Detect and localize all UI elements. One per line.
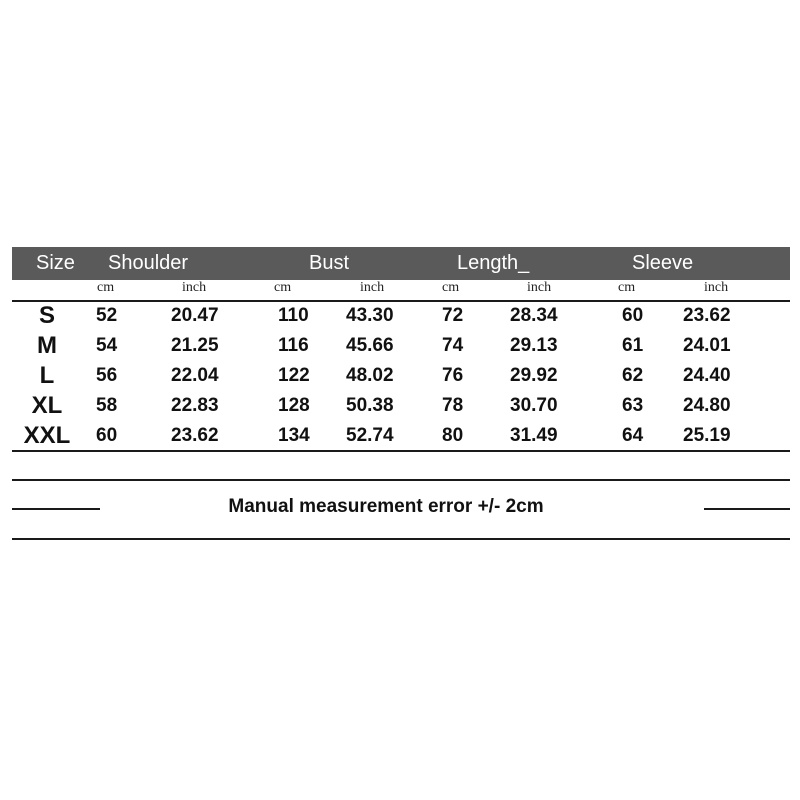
size-label: S bbox=[38, 302, 55, 329]
shoulder-cm: 54 bbox=[96, 335, 118, 356]
unit-bust-cm: cm bbox=[274, 280, 292, 295]
length-inch: 28.34 bbox=[510, 305, 558, 326]
sleeve-inch: 24.40 bbox=[683, 365, 731, 386]
divider-note-bottom bbox=[12, 538, 790, 540]
sleeve-cm: 60 bbox=[622, 305, 644, 326]
divider-note-top bbox=[12, 479, 790, 481]
divider-bottom bbox=[12, 450, 790, 452]
length-inch: 31.49 bbox=[510, 425, 558, 446]
shoulder-inch: 22.04 bbox=[171, 365, 219, 386]
length-cm: 74 bbox=[442, 335, 464, 356]
sleeve-cm: 64 bbox=[622, 425, 644, 446]
length-inch: 29.13 bbox=[510, 335, 558, 356]
shoulder-cm: 58 bbox=[96, 395, 118, 416]
size-label: L bbox=[39, 362, 55, 389]
table-row bbox=[0, 421, 800, 451]
header-bust: Bust bbox=[309, 252, 350, 274]
unit-length-inch: inch bbox=[527, 280, 552, 295]
unit-sleeve-cm: cm bbox=[618, 280, 636, 295]
shoulder-cm: 52 bbox=[96, 305, 118, 326]
sleeve-inch: 23.62 bbox=[683, 305, 731, 326]
shoulder-inch: 20.47 bbox=[171, 305, 219, 326]
header-length: Length_ bbox=[457, 252, 530, 274]
unit-length-cm: cm bbox=[442, 280, 460, 295]
unit-shoulder-inch: inch bbox=[182, 280, 207, 295]
bust-cm: 116 bbox=[278, 335, 309, 356]
size-label: XXL bbox=[23, 422, 71, 449]
bust-inch: 48.02 bbox=[346, 365, 394, 386]
table-row bbox=[0, 391, 800, 421]
header-shoulder: Shoulder bbox=[108, 252, 189, 274]
length-inch: 29.92 bbox=[510, 365, 558, 386]
sleeve-inch: 24.01 bbox=[683, 335, 731, 356]
shoulder-cm: 56 bbox=[96, 365, 118, 386]
length-cm: 78 bbox=[442, 395, 464, 416]
sleeve-inch: 24.80 bbox=[683, 395, 731, 416]
shoulder-inch: 21.25 bbox=[171, 335, 219, 356]
unit-shoulder-cm: cm bbox=[97, 280, 115, 295]
header-size: Size bbox=[36, 252, 75, 274]
unit-bust-inch: inch bbox=[360, 280, 385, 295]
bust-inch: 52.74 bbox=[346, 425, 394, 446]
sleeve-cm: 63 bbox=[622, 395, 644, 416]
bust-cm: 128 bbox=[278, 395, 310, 416]
length-cm: 76 bbox=[442, 365, 464, 386]
shoulder-inch: 22.83 bbox=[171, 395, 219, 416]
unit-sleeve-inch: inch bbox=[704, 280, 729, 295]
size-label: XL bbox=[31, 392, 63, 419]
bust-inch: 45.66 bbox=[346, 335, 394, 356]
bust-inch: 50.38 bbox=[346, 395, 394, 416]
length-cm: 80 bbox=[442, 425, 464, 446]
note-rule-right bbox=[704, 508, 790, 510]
bust-cm: 122 bbox=[278, 365, 310, 386]
sleeve-inch: 25.19 bbox=[683, 425, 731, 446]
bust-cm: 134 bbox=[278, 425, 310, 446]
shoulder-cm: 60 bbox=[96, 425, 118, 446]
measurement-note: Manual measurement error +/- 2cm bbox=[228, 496, 544, 517]
size-label: M bbox=[37, 332, 57, 359]
shoulder-inch: 23.62 bbox=[171, 425, 219, 446]
bust-cm: 110 bbox=[278, 305, 309, 326]
length-inch: 30.70 bbox=[510, 395, 558, 416]
table-row bbox=[0, 331, 800, 361]
sleeve-cm: 62 bbox=[622, 365, 644, 386]
length-cm: 72 bbox=[442, 305, 464, 326]
header-sleeve: Sleeve bbox=[632, 252, 694, 274]
bust-inch: 43.30 bbox=[346, 305, 394, 326]
table-row bbox=[0, 361, 800, 391]
sleeve-cm: 61 bbox=[622, 335, 644, 356]
table-row bbox=[0, 301, 800, 331]
